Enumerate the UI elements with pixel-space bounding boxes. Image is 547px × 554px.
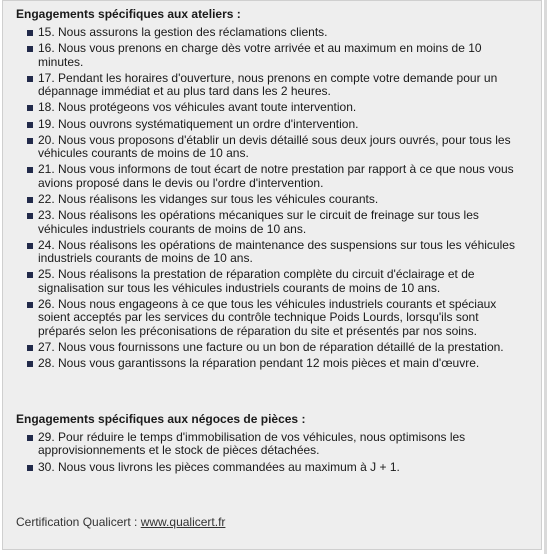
list-item: [16, 101, 521, 114]
bullet-icon: [27, 272, 33, 278]
list-item: [16, 42, 521, 69]
section-title-negoces: Engagements spécifiques aux négoces de pièces :: [16, 412, 306, 426]
list-item-text: 21. Nous vous informons de tout écart de notre prestation par rapport à ce que nous vous avions proposé dans le devis ou l'ordre d'intervention.: [38, 162, 514, 190]
list-item-text: 20. Nous vous proposons d'établir un devis détaillé sous deux jours ouvrés, pour tous les véhicules courants de moins de 10 ans.: [38, 132, 511, 161]
list-item: [16, 163, 521, 190]
list-item: [16, 431, 521, 458]
list-item-text: 30. Nous vous livrons les pièces commandées au maximum à J + 1.: [38, 459, 400, 474]
bullet-icon: [27, 167, 33, 173]
footer-label: Certification Qualicert :: [16, 515, 141, 529]
list-item-text: 26. Nous nous engageons à ce que tous les véhicules industriels courants et spéciaux soient acceptés par les services du contrôle technique Poids Lourds, lorsqu'ils sont préparés selon les préconisations de réparation du site et présentés par nos soins.: [38, 297, 497, 338]
bullet-icon: [27, 361, 33, 367]
list-item: [16, 268, 521, 295]
list-item: [16, 26, 521, 39]
list-item-text: 17. Pendant les horaires d'ouverture, nous prenons en compte votre demande pour un dépannage immédiat et au plus tard dans les 2 heures.: [38, 70, 498, 99]
bullet-icon: [27, 465, 33, 471]
list-item: [16, 134, 521, 161]
ateliers-list: [16, 26, 521, 374]
qualicert-link[interactable]: www.qualicert.fr: [140, 515, 226, 529]
list-item-text: 16. Nous vous prenons en charge dès votre arrivée et au maximum en moins de 10 minutes.: [38, 41, 482, 69]
list-item: [16, 239, 521, 266]
list-item-text: 24. Nous réalisons les opérations de maintenance des suspensions sur tous les véhicules industriels courants de moins de 10 ans.: [38, 237, 515, 266]
section-title-ateliers: Engagements spécifiques aux ateliers :: [16, 7, 241, 21]
bullet-icon: [27, 105, 33, 111]
footer-certification: [16, 515, 225, 529]
bullet-icon: [27, 302, 33, 308]
list-item: [16, 118, 521, 131]
bullet-icon: [27, 435, 33, 441]
negoces-list: [16, 431, 521, 477]
list-item: [16, 461, 521, 474]
list-item-text: 22. Nous réalisons les vidanges sur tous les véhicules courants.: [38, 192, 379, 207]
list-item: [16, 357, 521, 370]
list-item: [16, 341, 521, 354]
list-item: [16, 298, 521, 338]
list-item-text: 15. Nous assurons la gestion des réclamations clients.: [38, 25, 328, 39]
bullet-icon: [27, 138, 33, 144]
list-item-text: 18. Nous protégeons vos véhicules avant toute intervention.: [38, 100, 357, 115]
list-item-text: 27. Nous vous fournissons une facture ou un bon de réparation détaillé de la prestation.: [38, 340, 504, 355]
list-item-text: 29. Pour réduire le temps d'immobilisation de vos véhicules, nous optimisons les approvisionnements et le stock de pièces détachées.: [38, 430, 466, 458]
list-item: [16, 72, 521, 99]
list-item-text: 19. Nous ouvrons systématiquement un ordre d'intervention.: [38, 116, 359, 131]
bullet-icon: [27, 345, 33, 351]
list-item-text: 23. Nous réalisons les opérations mécaniques sur le circuit de freinage sur tous les véhicules industriels courants de moins de 10 ans.: [38, 208, 479, 236]
bullet-icon: [27, 76, 33, 82]
bullet-icon: [27, 213, 33, 219]
list-item-text: 28. Nous vous garantissons la réparation pendant 12 mois pièces et main d'œuvre.: [38, 356, 480, 371]
list-item-text: 25. Nous réalisons la prestation de réparation complète du circuit d'éclairage et de signalisation sur tous les véhicules industriels courants de moins de 10 ans.: [38, 267, 475, 295]
bullet-icon: [27, 243, 33, 249]
list-item: [16, 209, 521, 236]
bullet-icon: [27, 30, 33, 36]
bullet-icon: [27, 122, 33, 128]
bullet-icon: [27, 46, 33, 52]
list-item: [16, 193, 521, 206]
bullet-icon: [27, 197, 33, 203]
